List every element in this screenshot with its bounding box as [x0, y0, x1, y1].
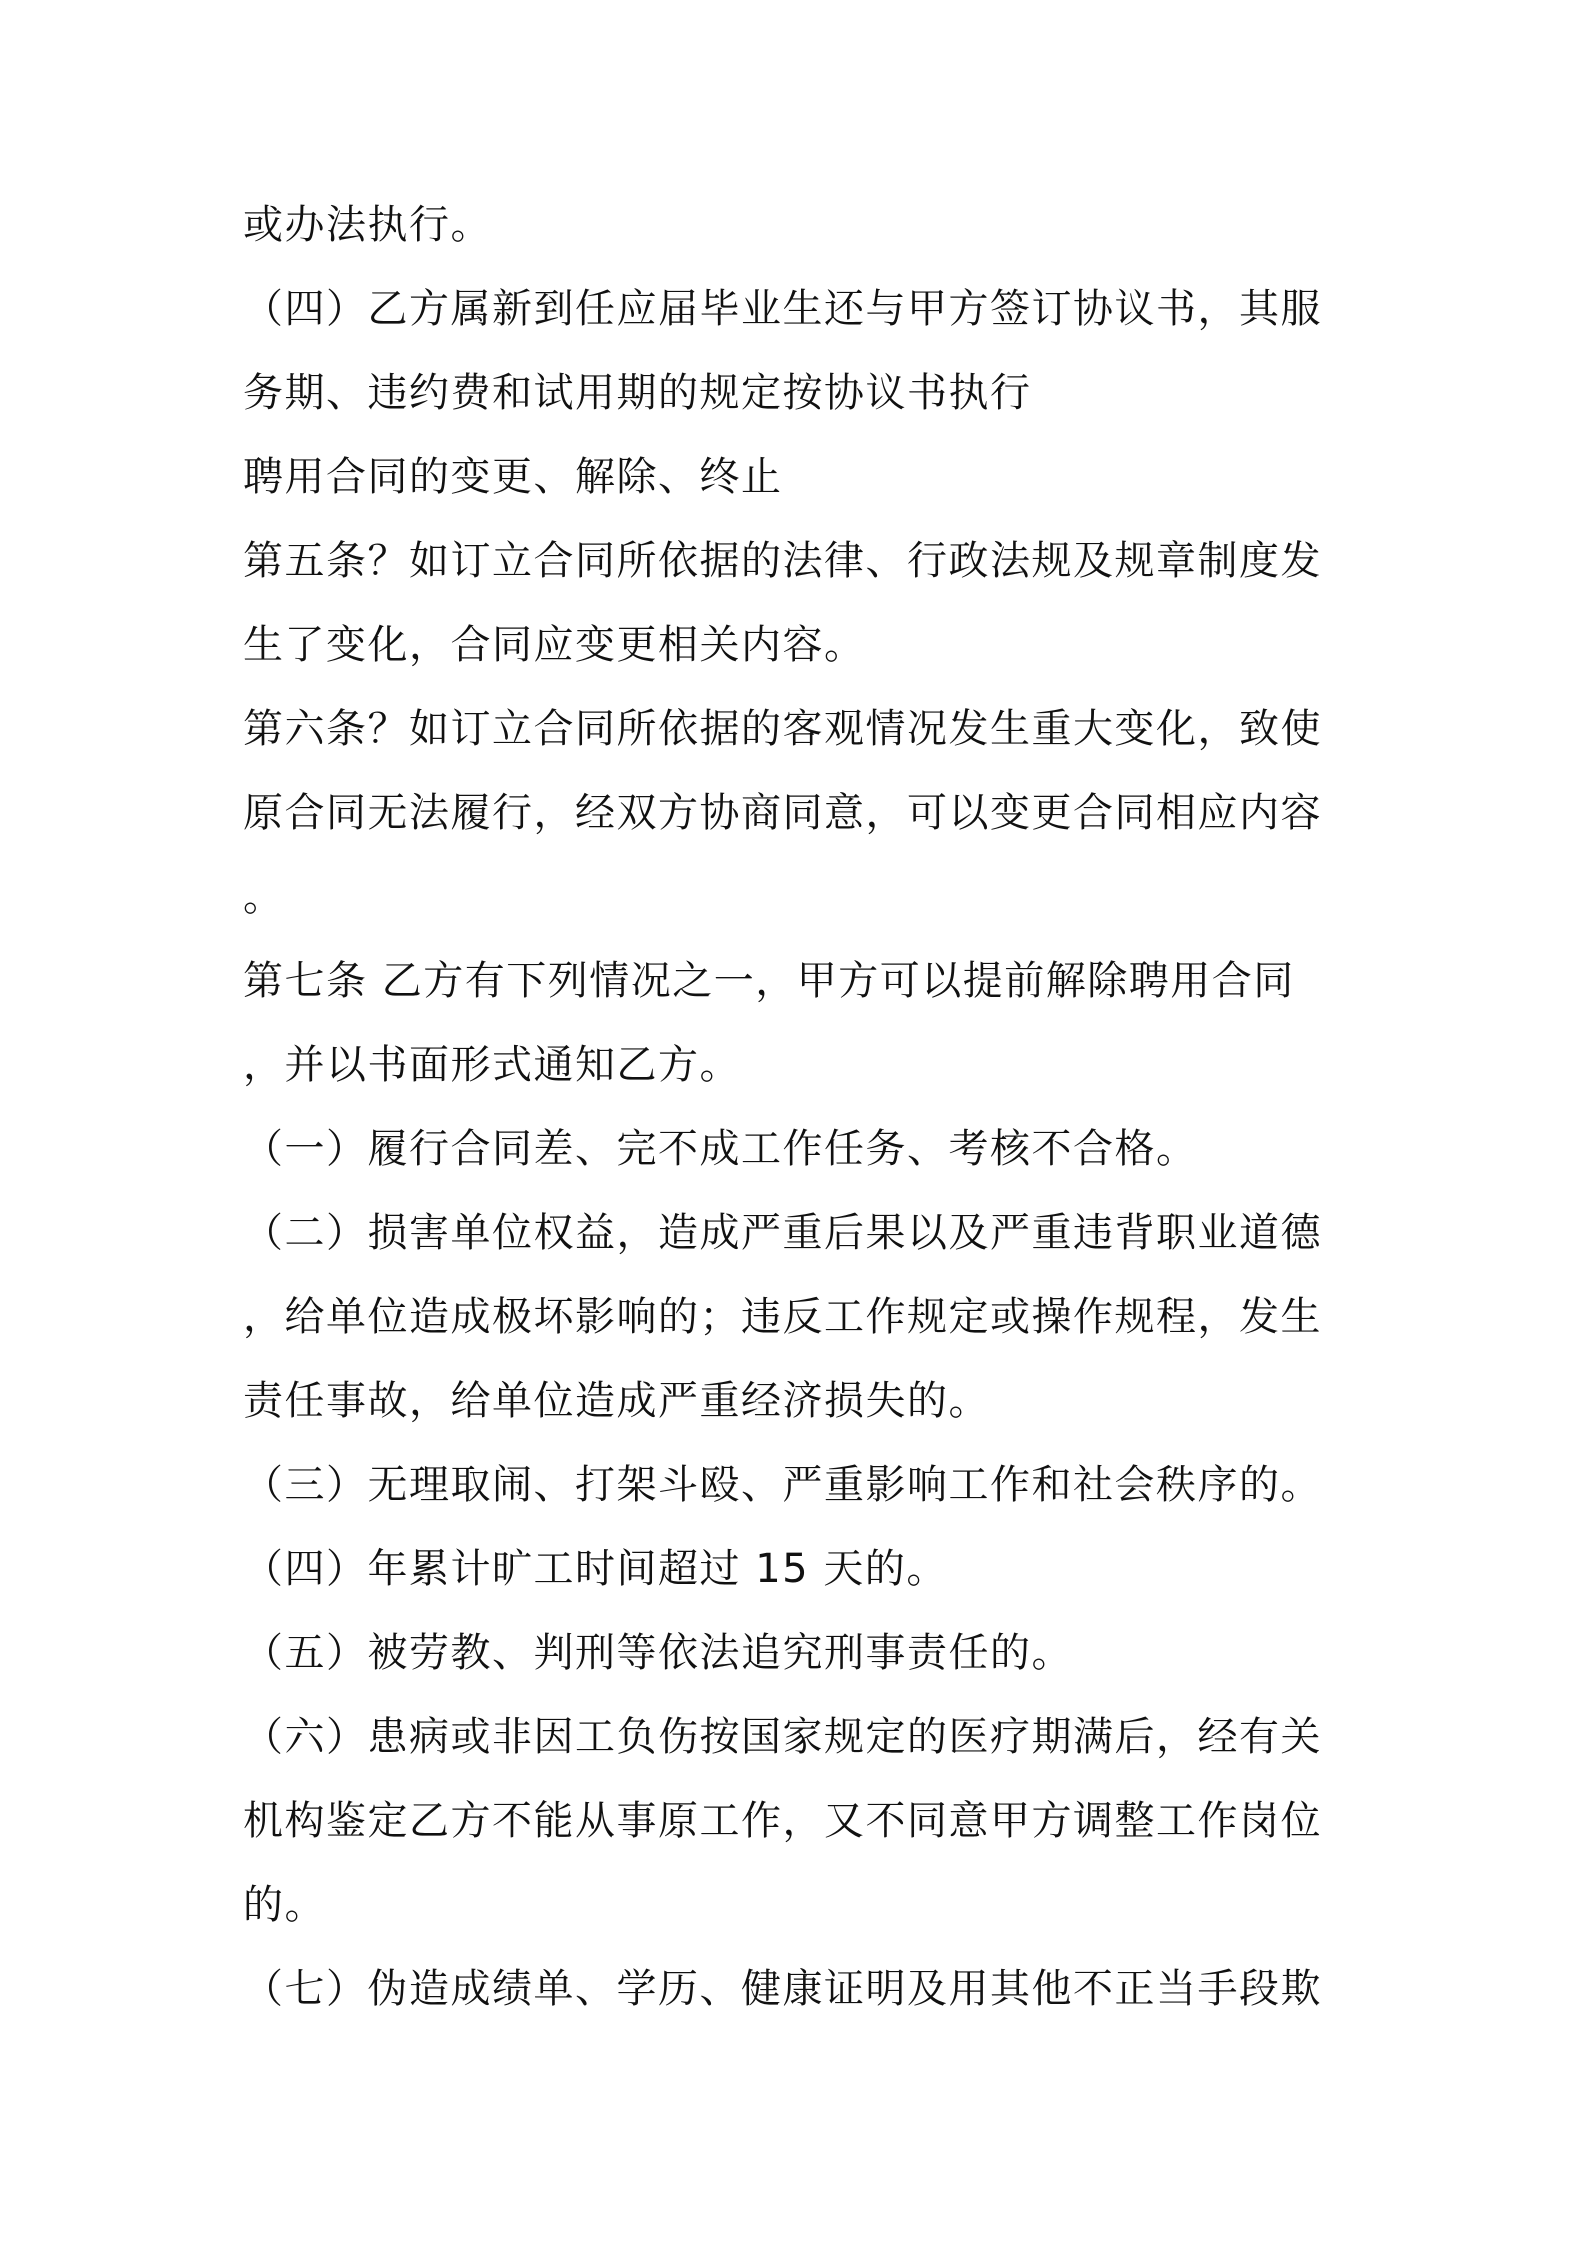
section-heading: 聘用合同的变更、解除、终止	[243, 454, 783, 500]
text-line: 责任事故，给单位造成严重经济损失的。	[243, 1378, 990, 1424]
text-line: 或办法执行。	[243, 202, 492, 248]
clause-3-line: （三）无理取闹、打架斗殴、严重影响工作和社会秩序的。	[243, 1462, 1322, 1508]
text-line: ，并以书面形式通知乙方。	[243, 1042, 741, 1088]
clause-5-line: （五）被劳教、判刑等依法追究刑事责任的。	[243, 1630, 1073, 1676]
text-line: 机构鉴定乙方不能从事原工作，又不同意甲方调整工作岗位	[243, 1798, 1322, 1844]
text-line: ，给单位造成极坏影响的；违反工作规定或操作规程，发生	[243, 1294, 1322, 1340]
article-7-line: 第七条 乙方有下列情况之一，甲方可以提前解除聘用合同	[243, 958, 1295, 1004]
clause-1-line: （一）履行合同差、完不成工作任务、考核不合格。	[243, 1126, 1198, 1172]
clause-6-line: （六）患病或非因工负伤按国家规定的医疗期满后，经有关	[243, 1714, 1322, 1760]
clause-7-line: （七）伪造成绩单、学历、健康证明及用其他不正当手段欺	[243, 1966, 1322, 2012]
clause-4-line: （四）年累计旷工时间超过 15 天的。	[243, 1546, 948, 1592]
text-line: （四）乙方属新到任应届毕业生还与甲方签订协议书，其服	[243, 286, 1322, 332]
article-6-line: 第六条？如订立合同所依据的客观情况发生重大变化，致使	[243, 706, 1322, 752]
text-line: 原合同无法履行，经双方协商同意，可以变更合同相应内容	[243, 790, 1322, 836]
text-line: 生了变化，合同应变更相关内容。	[243, 622, 866, 668]
text-line: 务期、违约费和试用期的规定按协议书执行	[243, 370, 1032, 416]
text-line: 。	[243, 874, 285, 920]
clause-2-line: （二）损害单位权益，造成严重后果以及严重违背职业道德	[243, 1210, 1322, 1256]
text-line: 的。	[243, 1882, 326, 1928]
article-5-line: 第五条？如订立合同所依据的法律、行政法规及规章制度发	[243, 538, 1322, 584]
